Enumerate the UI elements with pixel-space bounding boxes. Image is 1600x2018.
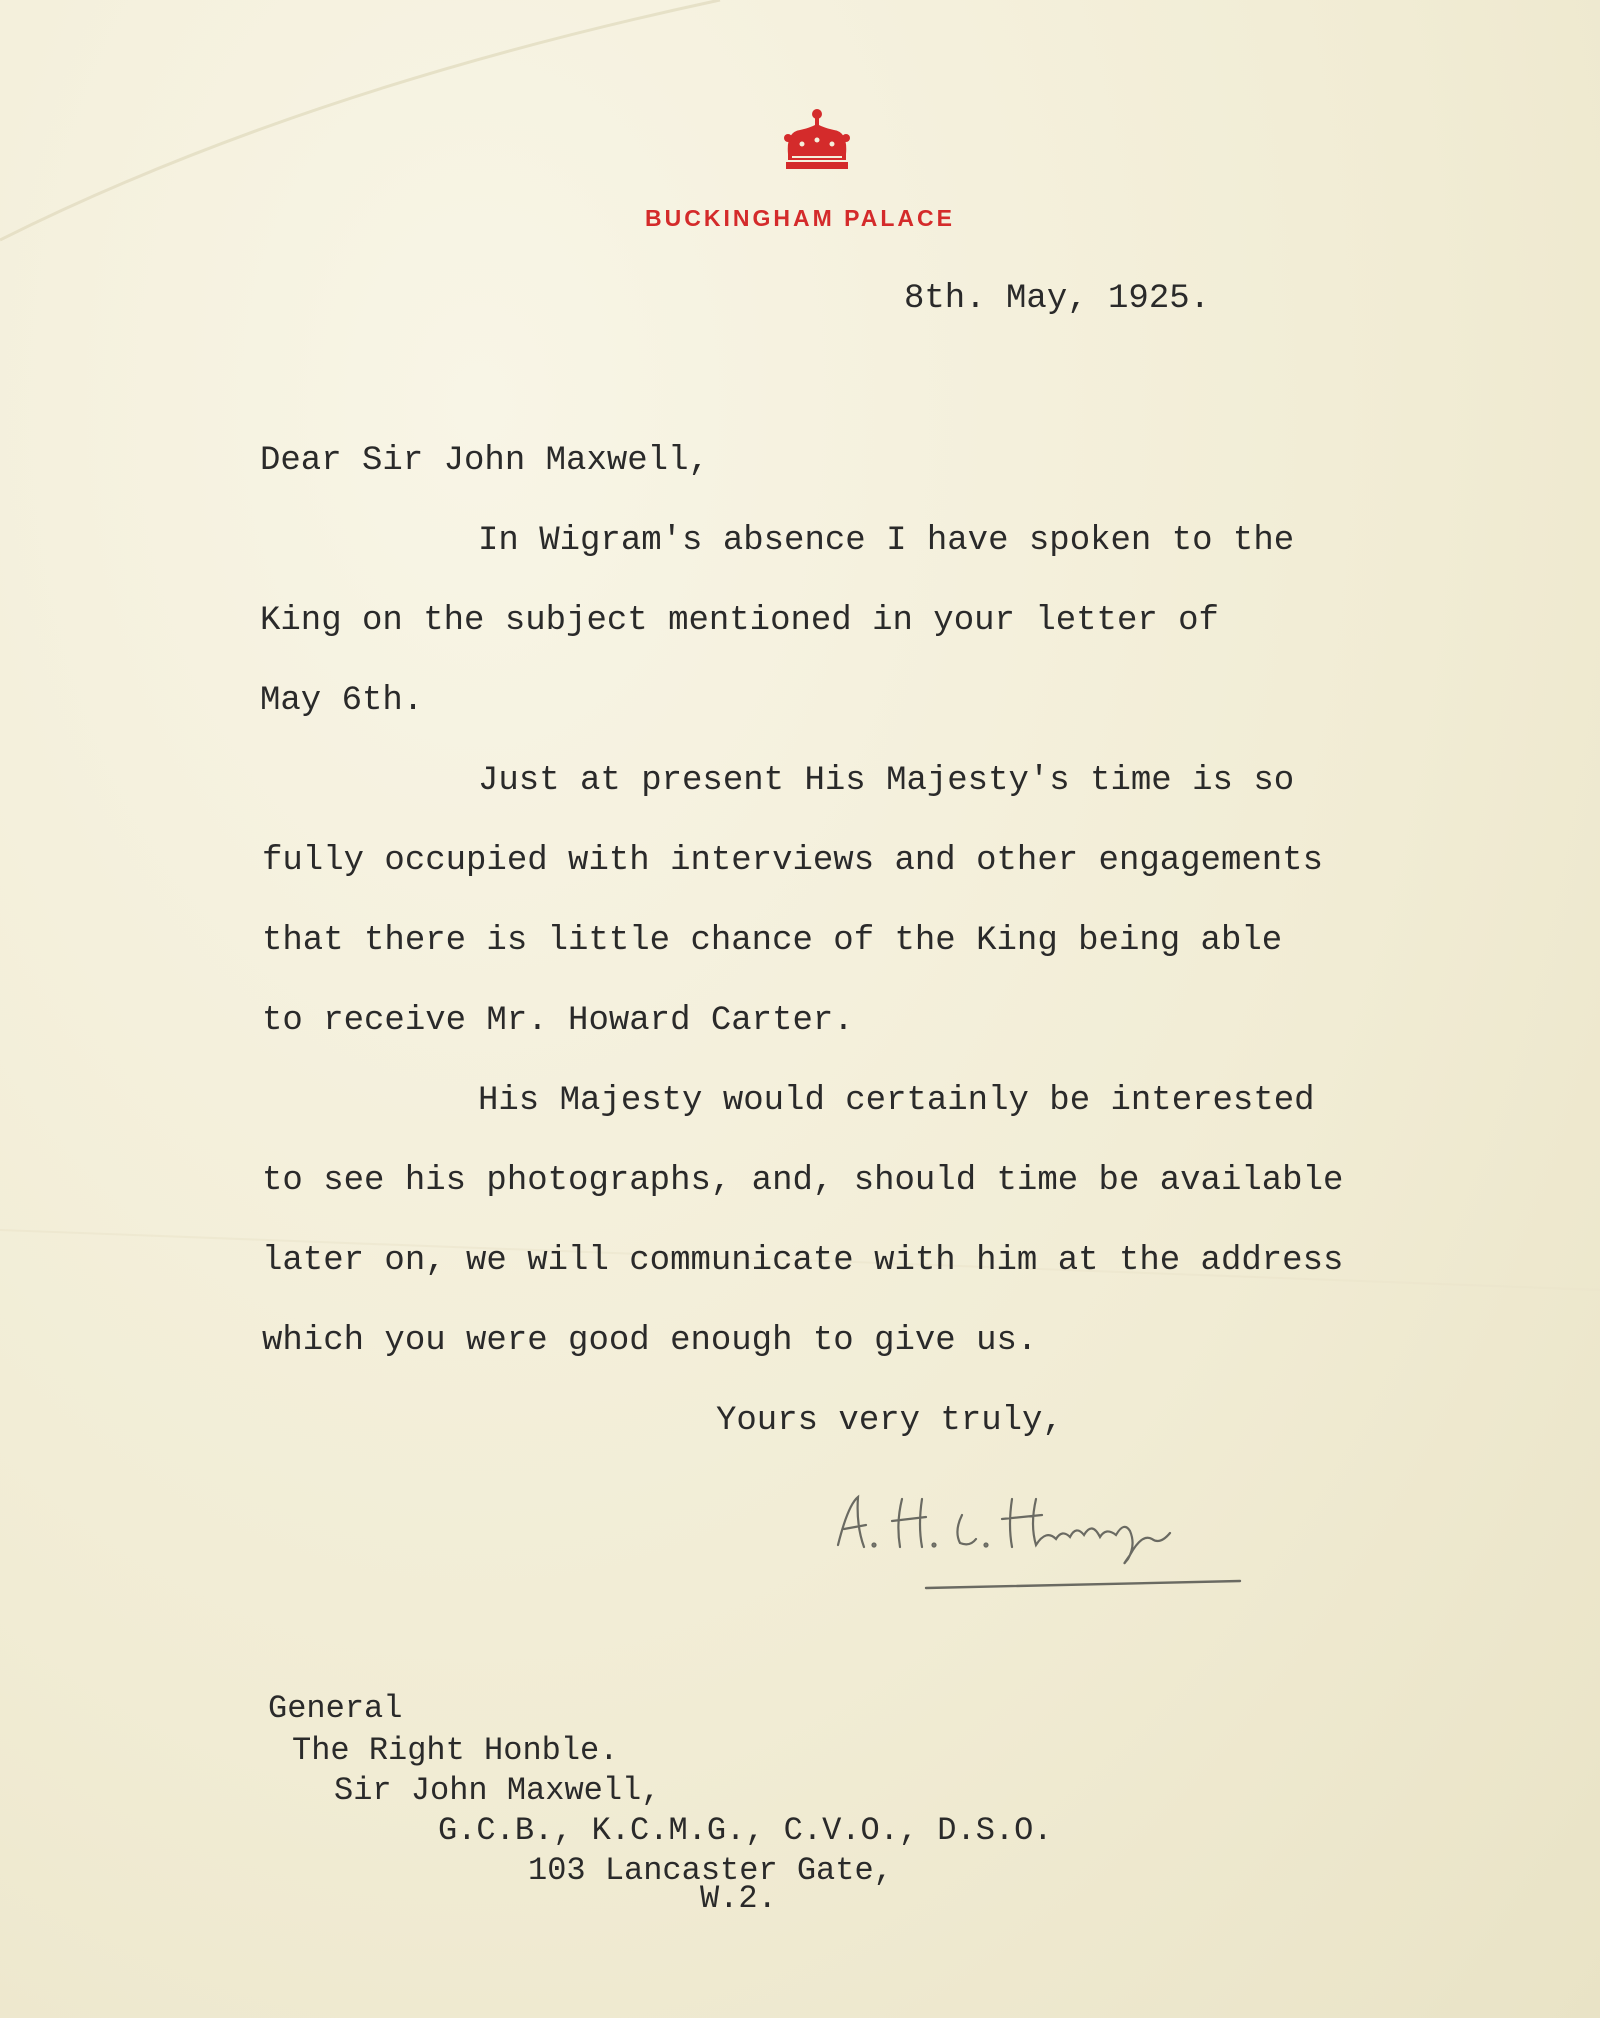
- body-line: that there is little chance of the King being able: [262, 922, 1283, 960]
- body-line: In Wigram's absence I have spoken to the: [478, 522, 1295, 560]
- body-line: later on, we will communicate with him at the address: [262, 1242, 1344, 1280]
- body-line: which you were good enough to give us.: [262, 1322, 1038, 1360]
- address-line: W.2.: [700, 1880, 777, 1917]
- body-line: May 6th.: [260, 682, 424, 720]
- address-line: 103 Lancaster Gate,: [528, 1852, 893, 1889]
- handwritten-signature: [830, 1485, 1250, 1595]
- letterhead-title: BUCKINGHAM PALACE: [645, 205, 955, 231]
- address-line: The Right Honble.: [292, 1732, 619, 1769]
- address-line: General: [268, 1690, 403, 1727]
- address-line: G.C.B., K.C.M.G., C.V.O., D.S.O.: [438, 1812, 1053, 1849]
- crown-icon: [782, 108, 852, 170]
- letter-date: 8th. May, 1925.: [904, 280, 1211, 318]
- body-line: Just at present His Majesty's time is so: [478, 762, 1295, 800]
- salutation: Dear Sir John Maxwell,: [260, 442, 709, 480]
- closing: Yours very truly,: [716, 1402, 1063, 1440]
- body-line: King on the subject mentioned in your letter of: [260, 602, 1219, 640]
- body-line: to receive Mr. Howard Carter.: [262, 1002, 854, 1040]
- body-line: fully occupied with interviews and other engagements: [262, 842, 1323, 880]
- body-line: His Majesty would certainly be interested: [478, 1082, 1315, 1120]
- address-line: Sir John Maxwell,: [334, 1772, 661, 1809]
- body-line: to see his photographs, and, should time be available: [262, 1162, 1344, 1200]
